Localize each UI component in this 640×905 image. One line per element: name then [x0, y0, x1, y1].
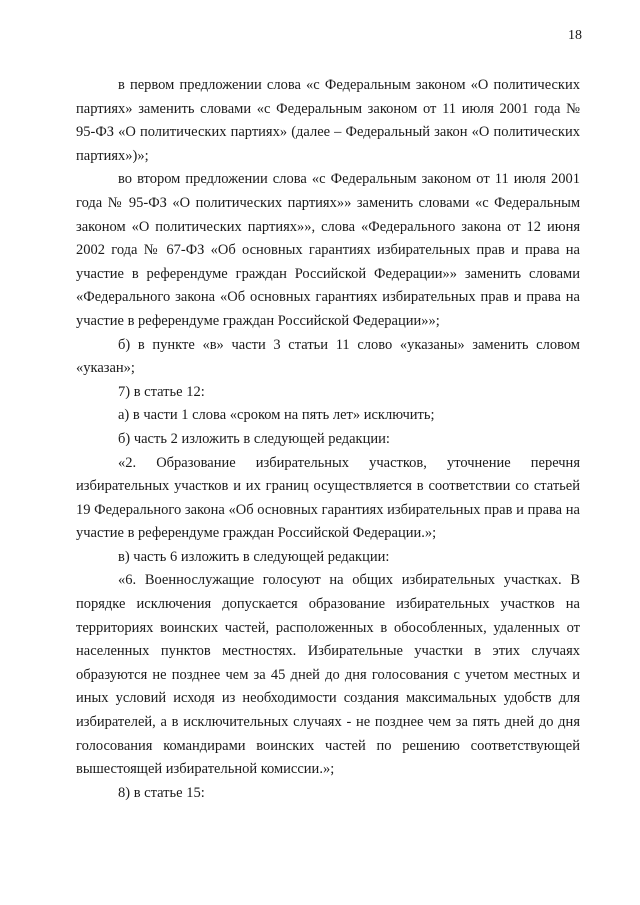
- paragraph: а) в части 1 слова «сроком на пять лет» исключить;: [118, 407, 435, 424]
- paragraph: «6. Военнослужащие голосуют на общих избирательных участках. В порядке исключения допускается образование избирательных участков на территориях воинских частей, расположенных в обособленных, удаленных от населенных пунктов местностях. Избирательные участки в этих случаях образуются не позднее чем за 45 дней до дня голосования с учетом местных и иных условий исходя из необходимости создания максимальных удобств для избирателей, а в исключительных случаях - не позднее чем за пять дней до дня голосования командирами воинских частей по решению соответствующей вышестоящей избирательной комиссии.»;: [76, 572, 580, 778]
- page-number: 18: [568, 28, 582, 43]
- paragraph: б) в пункте «в» части 3 статьи 11 слово «указаны» заменить словом «указан»;: [76, 336, 580, 377]
- paragraph: во втором предложении слова «с Федеральным законом от 11 июля 2001 года № 95-ФЗ «О политических партиях»» заменить словами «с Федеральным законом «О политических партиях»», слова «Федерального закона от 12 июня 2002 года № 67-ФЗ «Об основных гарантиях избирательных прав и права на участие в референдуме граждан Российской Федерации»» заменить словами «Федерального закона «Об основных гарантиях избирательных прав и права на участие в референдуме граждан Российской Федерации»»;: [76, 171, 580, 329]
- paragraph: «2. Образование избирательных участков, уточнение перечня избирательных участков и их границ осуществляется в соответствии со статьей 19 Федерального закона «Об основных гарантиях избирательных прав и права на участие в референдуме граждан Российской Федерации.»;: [76, 454, 580, 542]
- paragraph: в) часть 6 изложить в следующей редакции:: [118, 548, 390, 565]
- paragraph: 7) в статье 12:: [118, 383, 205, 400]
- paragraph: б) часть 2 изложить в следующей редакции:: [118, 430, 390, 447]
- paragraph: 8) в статье 15:: [118, 784, 205, 801]
- paragraph: в первом предложении слова «с Федеральным законом «О политических партиях» заменить словами «с Федеральным законом от 11 июля 2001 года № 95-ФЗ «О политических партиях» (далее – Федеральный закон «О политических партиях»)»;: [76, 77, 580, 164]
- document-body: [76, 74, 580, 805]
